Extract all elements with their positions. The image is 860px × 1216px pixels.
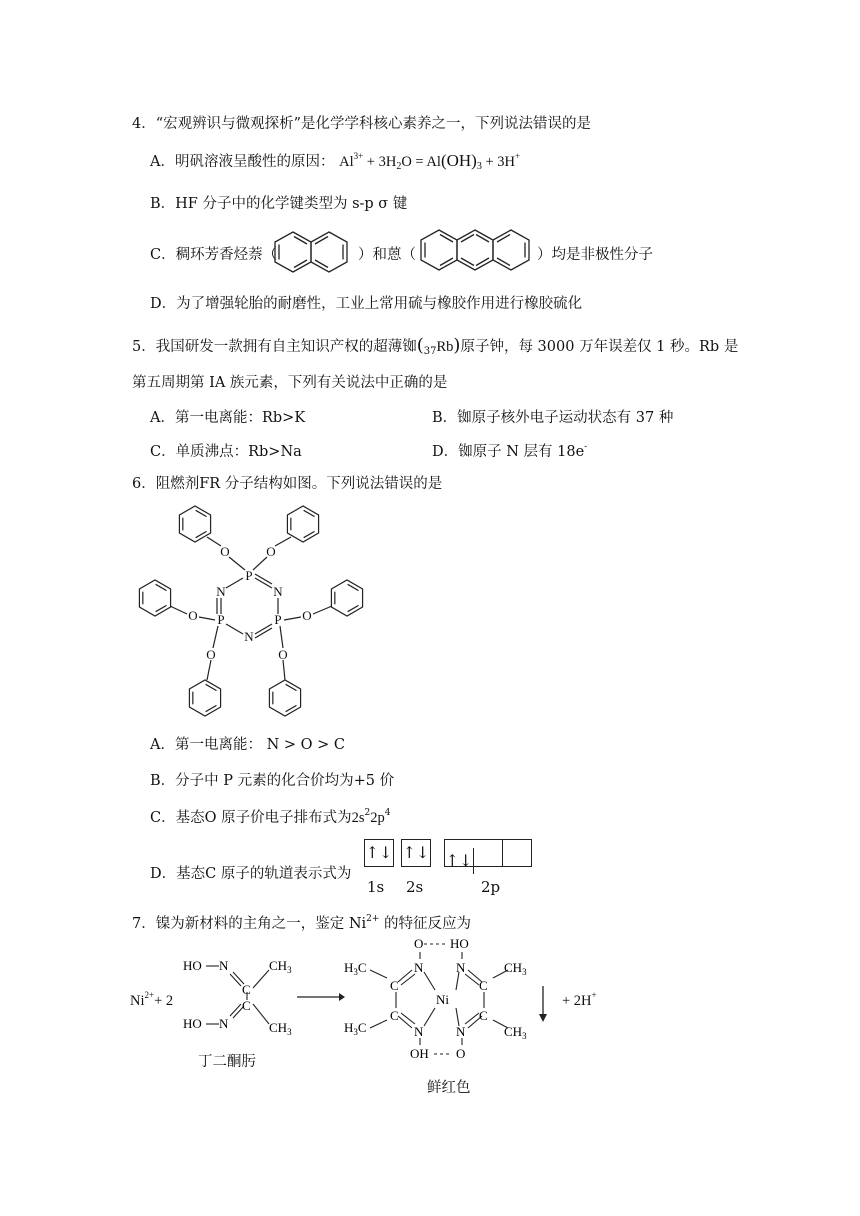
q5-option-d: D．铷原子 N 层有 18e-	[432, 442, 588, 460]
q7-reagent-name: 丁二酮肟	[198, 1054, 256, 1070]
q4-option-c-text3: ）均是非极性分子	[537, 247, 653, 263]
dimethylglyoxime-structure	[175, 948, 295, 1048]
q7-reagent-label-c-top: C	[242, 982, 251, 997]
q7-stem: 7．镍为新材料的主角之一，鉴定 $Ni^{2+}$ 的特征反应为	[132, 914, 472, 932]
fr-atom-p-top: P	[245, 568, 253, 583]
fr-molecule-structure	[125, 500, 385, 725]
q7-complex-label-oh-bottom-left: OH	[410, 1046, 429, 1061]
q5-stem-line2: 第五周期第 IA 族元素，下列有关说法中正确的是	[132, 375, 448, 391]
fr-atom-o-3: O	[188, 608, 198, 623]
q7-complex-label-n-top-left: N	[414, 960, 424, 975]
q4-stem: 4．“宏观辨识与微观探析”是化学学科核心素养之一，下列说法错误的是	[132, 116, 592, 132]
q4-option-a	[150, 150, 520, 172]
q7-complex-label-ch3-bottom: $CH_3$	[504, 1024, 527, 1041]
fr-atom-p-right: P	[274, 612, 282, 627]
q7-complex-label-o-bottom-right: O	[456, 1046, 466, 1061]
q7-complex-label-c-top-right: C	[479, 978, 488, 993]
q7-complex-label-n-top-right: N	[456, 960, 466, 975]
q7-complex-label-c-top-left: C	[390, 978, 399, 993]
fr-phenyl-1	[179, 506, 210, 542]
q4-option-c-text1: C．稠环芳香烃萘（	[150, 247, 278, 263]
reaction-arrow	[295, 990, 345, 1004]
q6-option-a: A．第一电离能： N > O > C	[150, 737, 345, 753]
q7-reagent-label-ch3-top: $CH_3$	[269, 958, 292, 975]
q7-reactant-ni: $Ni^{2+}+ 2$	[130, 990, 174, 1009]
fr-atom-o-4: O	[302, 608, 312, 623]
q7-complex-label-ni: Ni	[436, 992, 449, 1007]
q7-complex-label-h3c-top: $H_3C$	[344, 960, 367, 977]
q6-option-b: B．分子中 P 元素的化合价均为+5 价	[150, 773, 395, 789]
fr-phenyl-3	[139, 580, 170, 616]
q7-reagent-label-c-bottom: C	[242, 998, 251, 1013]
q5-stem-part-a: 5．我国研发一款拥有自主知识产权的超薄铷	[132, 339, 417, 355]
q7-complex-label-ho-top-right: HO	[450, 936, 469, 951]
fr-phenyl-4	[331, 580, 362, 616]
q4-option-a-text: A．明矾溶液呈酸性的原因：	[150, 154, 335, 170]
q4-option-c-text2: ）和蒽（	[358, 247, 416, 263]
q6-stem: 6．阻燃剂FR 分子结构如图。下列说法错误的是	[132, 476, 443, 492]
fr-atom-n-bottom: N	[244, 629, 254, 644]
q7-reagent-label-n-bottom: N	[219, 1016, 229, 1031]
fr-phenyl-6	[269, 680, 300, 716]
fr-phenyl-5	[189, 680, 220, 716]
q4-option-d: D．为了增强轮胎的耐磨性，工业上常用硫与橡胶作用进行橡胶硫化	[150, 296, 583, 312]
q7-reagent-label-ho-top: HO	[183, 958, 202, 973]
fr-atom-n-left: N	[216, 584, 226, 599]
q7-reagent-label-ch3-bottom: $CH_3$	[269, 1020, 292, 1037]
q6-option-c: C．基态O 原子价电子排布式为$2s^22p^4$	[150, 808, 391, 826]
q7-reagent-label-n-top: N	[219, 958, 229, 973]
q7-complex-label-n-bottom-left: N	[414, 1024, 424, 1039]
fr-atom-o-6: O	[278, 647, 288, 662]
fr-atom-p-left: P	[217, 612, 225, 627]
q7-complex-label-n-bottom-right: N	[456, 1024, 466, 1039]
orbital-box-2p: ↑↓	[444, 839, 532, 867]
q5-isotope-symbol: Rb	[436, 339, 454, 355]
q5-isotope-number: 37	[423, 346, 437, 357]
q5-option-c: C．单质沸点：Rb>Na	[150, 444, 302, 460]
fr-atom-o-5: O	[206, 647, 216, 662]
q5-option-a: A．第一电离能：Rb>K	[150, 410, 306, 426]
fr-atom-o-2: O	[266, 544, 276, 559]
q7-complex-label-o-top-left: O	[414, 936, 424, 951]
precipitate-arrow	[536, 986, 550, 1022]
fr-atom-o-1: O	[220, 544, 230, 559]
q4-option-a-equation: $Al^{3+} + 3H_2O = Al(OH)_3 + 3H^+$	[339, 151, 521, 172]
q7-product-color: 鲜红色	[427, 1080, 471, 1096]
q5-stem-line1: 5．我国研发一款拥有自主知识产权的超薄铷$(_{37}Rb)$原子钟，每 3000 万年误差仅 1 秒。Rb 是	[132, 335, 739, 357]
anthracene-structure	[418, 226, 536, 274]
q7-complex-label-h3c-bottom: $H_3C$	[344, 1020, 367, 1037]
fr-phenyl-2	[287, 506, 318, 542]
q7-reagent-label-ho-bottom: HO	[183, 1016, 202, 1031]
q7-complex-label-c-bottom-left: C	[390, 1008, 399, 1023]
orbital-label-1s: 1s	[367, 878, 385, 896]
q5-stem-part-b: 原子钟，每 3000 万年误差仅 1 秒。Rb 是	[460, 339, 739, 355]
q7-product-h: + 2H+	[562, 990, 597, 1009]
naphthalene-structure	[272, 229, 354, 275]
q7-complex-label-c-bottom-right: C	[479, 1008, 488, 1023]
orbital-box-2s: ↑↓	[401, 839, 431, 867]
orbital-label-2s: 2s	[406, 878, 424, 896]
q5-option-b: B．铷原子核外电子运动状态有 37 种	[432, 410, 674, 426]
q4-option-b: B．HF 分子中的化学键类型为 s-p σ 键	[150, 196, 408, 212]
nickel-complex-structure	[340, 932, 540, 1067]
orbital-label-2p: 2p	[481, 878, 501, 896]
fr-atom-n-right: N	[273, 584, 283, 599]
q6-option-d: D．基态C 原子的轨道表示式为	[150, 866, 352, 882]
q7-complex-label-ch3-top: $CH_3$	[504, 960, 527, 977]
orbital-box-1s: ↑↓	[364, 839, 394, 867]
